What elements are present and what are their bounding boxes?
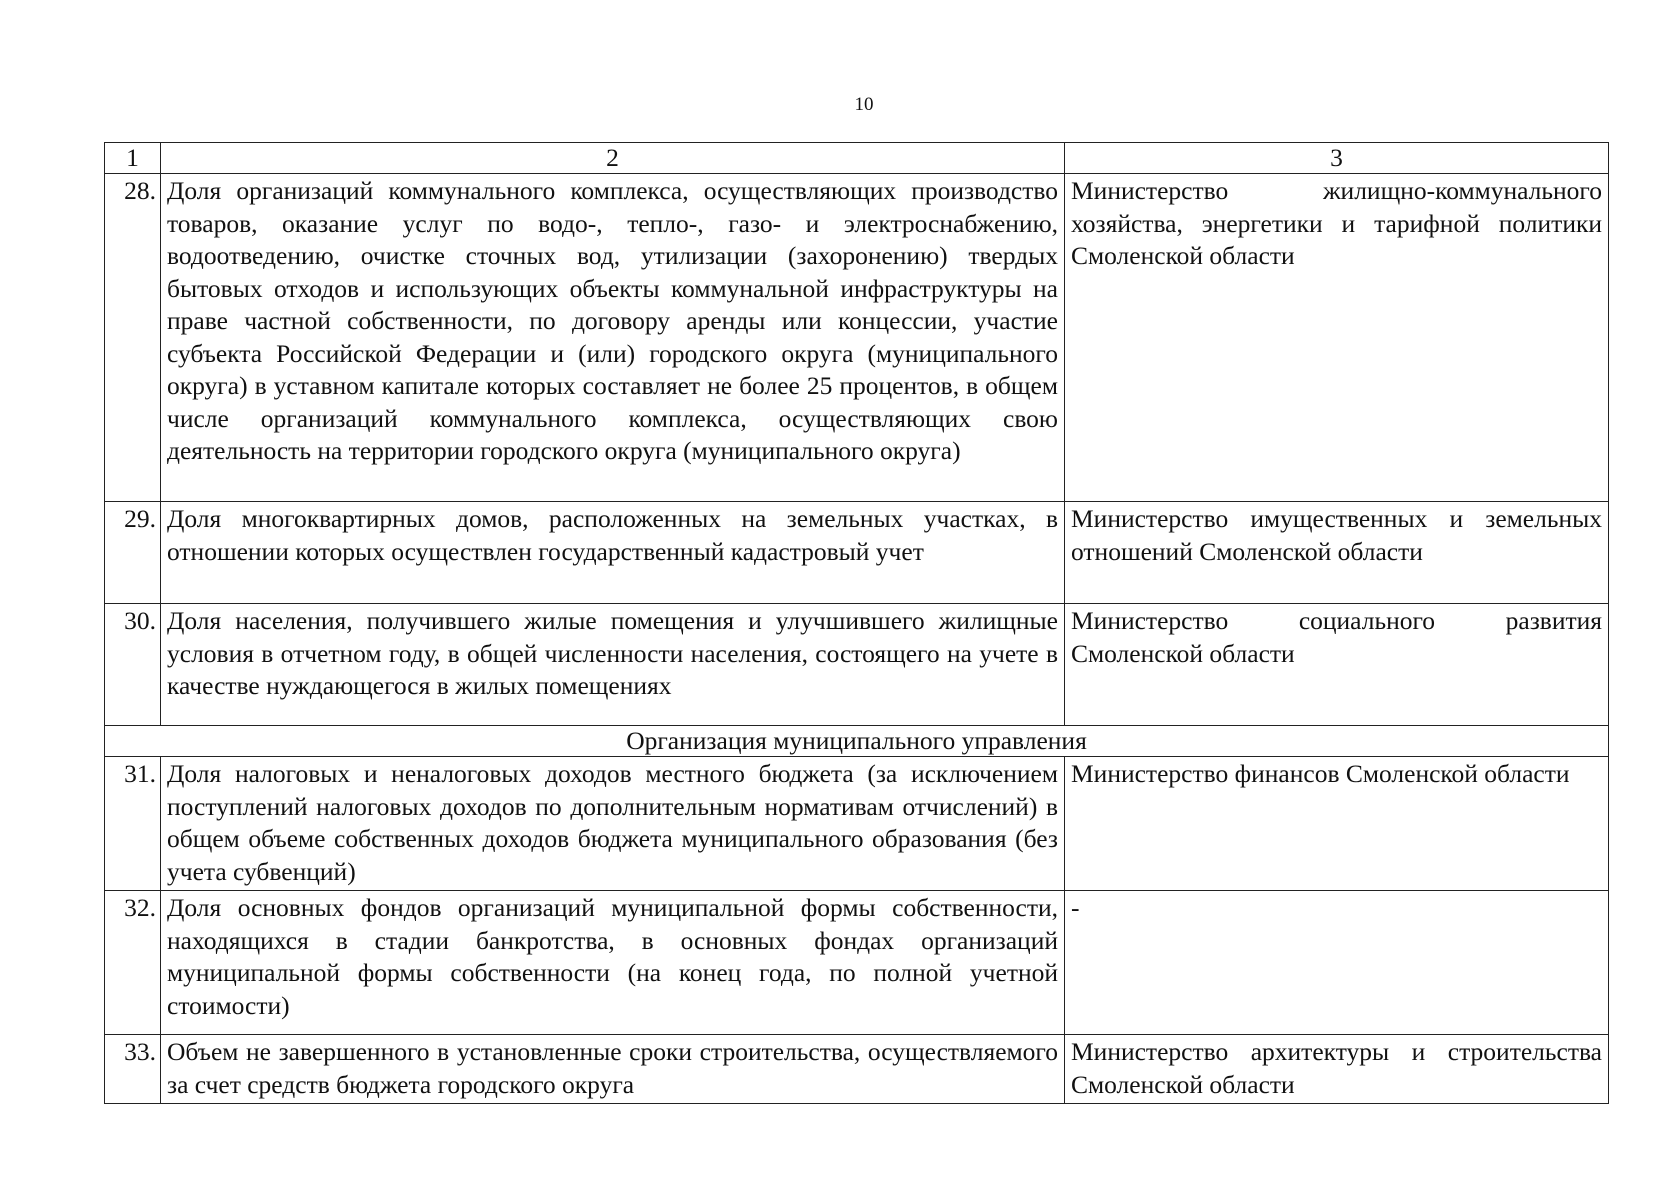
header-cell-3: 3 — [1065, 143, 1609, 174]
table-row — [105, 502, 1609, 604]
table-row — [105, 604, 1609, 726]
indicator-text: Объем не завершенного в установленные сроки строительства, осуществляемого за счет средств бюджета городского округа — [161, 1035, 1065, 1104]
responsible-text: Министерство имущественных и земельных отношений Смоленской области — [1065, 502, 1609, 604]
responsible-text: Министерство архитектуры и строительства Смоленской области — [1065, 1035, 1609, 1104]
responsible-text: Министерство жилищно-коммунального хозяйства, энергетики и тарифной политики Смоленской области — [1065, 174, 1609, 502]
indicator-text: Доля организаций коммунального комплекса, осуществляющих производство товаров, оказание услуг по водо-, тепло-, газо- и электроснабжению, водоотведению, очистке сточных вод, утилизации (захоронению) твердых бытовых отходов и использующих объекты коммунальной инфраструктуры на праве частной собственности, по договору аренды или концессии, участие субъекта Российской Федерации и (или) городского округа (муниципального округа) в уставном капитале которых составляет не более 25 процентов, в общем числе организаций коммунального комплекса, осуществляющих свою деятельность на территории городского округа (муниципального округа) — [161, 174, 1065, 502]
row-number: 28. — [105, 174, 161, 502]
indicator-text: Доля населения, получившего жилые помещения и улучшившего жилищные условия в отчетном году, в общей численности населения, состоящего на учете в качестве нуждающегося в жилых помещениях — [161, 604, 1065, 726]
section-title: Организация муниципального управления — [105, 726, 1609, 757]
row-number: 30. — [105, 604, 161, 726]
responsible-text: Министерство социального развития Смоленской области — [1065, 604, 1609, 726]
table-row — [105, 174, 1609, 502]
table-row — [105, 757, 1609, 891]
row-number: 32. — [105, 891, 161, 1035]
responsible-text: Министерство финансов Смоленской области — [1065, 757, 1609, 891]
table-header-row — [105, 143, 1609, 174]
section-row — [105, 726, 1609, 757]
indicators-table — [104, 142, 1609, 1104]
row-number: 31. — [105, 757, 161, 891]
row-number: 29. — [105, 502, 161, 604]
indicator-text: Доля многоквартирных домов, расположенных на земельных участках, в отношении которых осуществлен государственный кадастровый учет — [161, 502, 1065, 604]
responsible-text: - — [1065, 891, 1609, 1035]
row-number: 33. — [105, 1035, 161, 1104]
header-cell-1: 1 — [105, 143, 161, 174]
table-row — [105, 1035, 1609, 1104]
indicator-text: Доля налоговых и неналоговых доходов местного бюджета (за исключением поступлений налоговых доходов по дополнительным нормативам отчислений) в общем объеме собственных доходов бюджета муниципального образования (без учета субвенций) — [161, 757, 1065, 891]
table-row — [105, 891, 1609, 1035]
page-number: 10 — [854, 94, 874, 115]
header-cell-2: 2 — [161, 143, 1065, 174]
indicator-text: Доля основных фондов организаций муниципальной формы собственности, находящихся в стадии банкротства, в основных фондах организаций муниципальной формы собственности (на конец года, по полной учетной стоимости) — [161, 891, 1065, 1035]
